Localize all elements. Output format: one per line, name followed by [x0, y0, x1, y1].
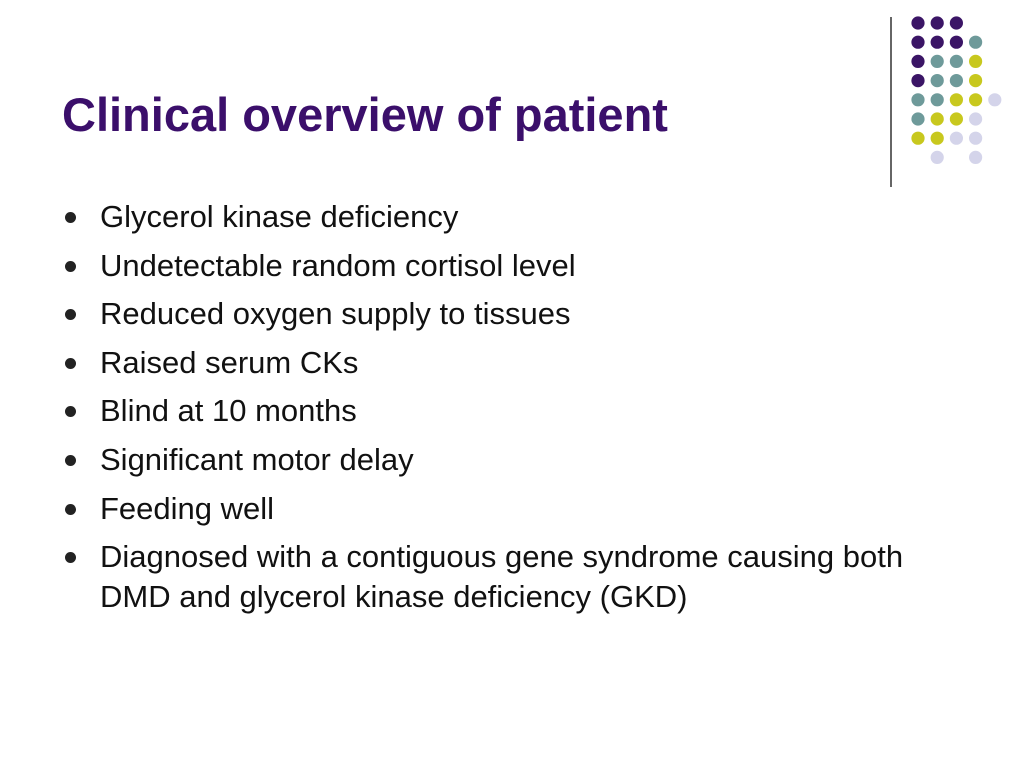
- bullet-text: Blind at 10 months: [100, 393, 357, 429]
- bullet-list: [62, 197, 932, 626]
- decorative-dot: [969, 132, 982, 145]
- bullet-text: Significant motor delay: [100, 441, 414, 477]
- bullet-item: [62, 197, 932, 237]
- bullet-item: [62, 489, 932, 529]
- decorative-dot: [931, 55, 944, 68]
- bullet-item: [62, 246, 932, 286]
- decorative-dot: [931, 74, 944, 87]
- decorative-dot: [931, 36, 944, 49]
- bullet-icon: [65, 261, 76, 272]
- bullet-icon: [65, 212, 76, 223]
- bullet-icon: [65, 358, 76, 369]
- bullet-icon: [65, 455, 76, 466]
- bullet-text: Glycerol kinase deficiency: [100, 199, 459, 234]
- decorative-dot: [969, 112, 982, 125]
- decorative-dot: [950, 112, 963, 125]
- decorative-dot: [969, 93, 982, 106]
- bullet-item: [62, 343, 932, 383]
- decorative-dot: [911, 55, 924, 68]
- bullet-icon: [65, 552, 76, 563]
- decorative-dot: [911, 16, 924, 29]
- bullet-item: [62, 294, 932, 334]
- decorative-dot: [931, 112, 944, 125]
- bullet-text: Raised serum CKs: [100, 344, 359, 380]
- decorative-dot: [950, 93, 963, 106]
- bullet-icon: [65, 504, 76, 515]
- decorative-dot: [931, 93, 944, 106]
- decorative-dot: [931, 16, 944, 29]
- decorative-dot: [911, 36, 924, 49]
- decorative-dot: [931, 151, 944, 164]
- slide-title: Clinical overview of patient: [62, 88, 668, 141]
- bullet-text: Diagnosed with a contiguous gene syndrome causing both DMD and glycerol kinase deficiency (GKD): [100, 539, 904, 615]
- bullet-icon: [65, 406, 76, 417]
- decorative-dot: [911, 93, 924, 106]
- decorative-dot: [911, 112, 924, 125]
- decorative-dot: [988, 93, 1001, 106]
- bullet-text: Undetectable random cortisol level: [100, 247, 576, 283]
- decorative-dot: [950, 36, 963, 49]
- decorative-dot: [950, 55, 963, 68]
- decorative-dot: [969, 151, 982, 164]
- decorative-dot: [950, 16, 963, 29]
- bullet-item: [62, 440, 932, 480]
- decorative-dot: [969, 74, 982, 87]
- decorative-dot: [950, 74, 963, 87]
- bullet-text: Feeding well: [100, 490, 275, 526]
- decorative-dot: [969, 55, 982, 68]
- divider-line: [890, 17, 892, 187]
- bullet-item: [62, 537, 932, 617]
- bullet-item: [62, 391, 932, 431]
- decorative-dot: [911, 132, 924, 145]
- decorative-dot: [969, 36, 982, 49]
- decorative-dot: [950, 132, 963, 145]
- decorative-dot: [911, 74, 924, 87]
- bullet-text: Reduced oxygen supply to tissues: [100, 296, 571, 332]
- decorative-dot: [931, 132, 944, 145]
- bullet-icon: [65, 309, 76, 320]
